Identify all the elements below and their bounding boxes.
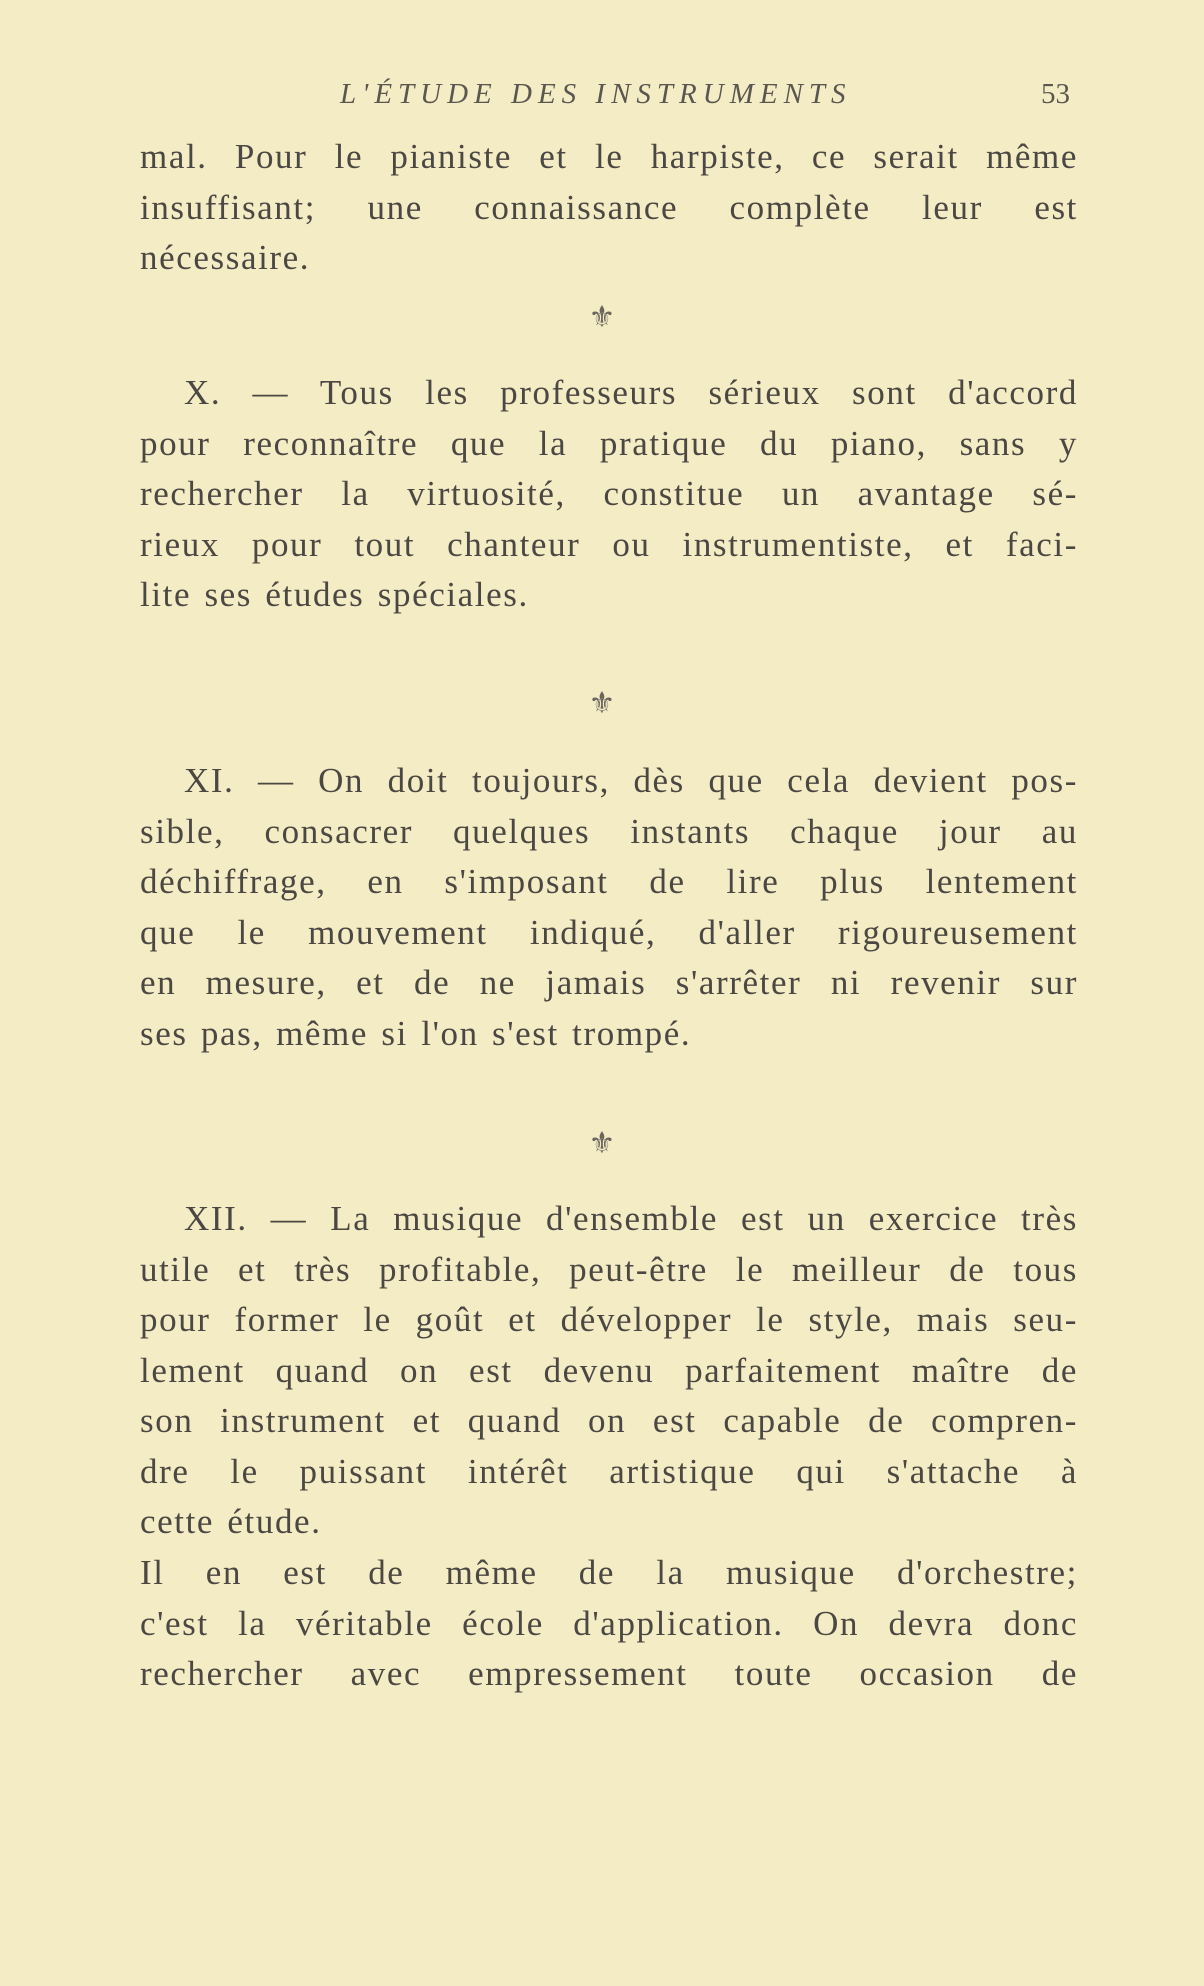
running-title: L'ÉTUDE DES INSTRUMENTS (340, 78, 852, 110)
text-line: sible, consacrer quelques instants chaque jour au (140, 811, 1078, 851)
text-line: XII. — La musique d'ensemble est un exercice très (184, 1199, 1078, 1238)
text-line: déchiffrage, en s'imposant de lire plus lentement (140, 862, 1078, 901)
paragraph-section-xi (140, 756, 1078, 1059)
text-line: insuffisant; une connaissance complète leur est (140, 187, 1078, 227)
text-line: cette étude. (140, 1502, 322, 1541)
text-line: utile et très profitable, peut-être le meilleur de tous (140, 1249, 1078, 1289)
text-line: rechercher la virtuosité, constitue un avantage sé- (140, 474, 1078, 513)
text-line: dre le puissant intérêt artistique qui s'attache à (140, 1451, 1078, 1491)
text-line: rechercher avec empressement toute occasion de (140, 1654, 1078, 1693)
text-line: lite ses études spéciales. (140, 575, 529, 614)
text-line: c'est la véritable école d'application. On devra donc (140, 1603, 1078, 1643)
text-line: X. — Tous les professeurs sérieux sont d'accord (184, 373, 1078, 412)
text-line: pour reconnaître que la pratique du piano, sans y (140, 423, 1078, 463)
text-line: Il en est de même de la musique d'orchestre; (140, 1553, 1078, 1592)
text-line: XI. — On doit toujours, dès que cela devient pos- (184, 761, 1078, 800)
paragraph-section-x (140, 368, 1078, 621)
text-line: ses pas, même si l'on s'est trompé. (140, 1013, 692, 1053)
running-head (0, 78, 1204, 118)
fleuron-ornament-icon: ⚜ (588, 1126, 616, 1161)
text-line: son instrument et quand on est capable de compren- (140, 1401, 1078, 1440)
text-line: en mesure, et de ne jamais s'arrêter ni revenir sur (140, 963, 1078, 1002)
text-line: que le mouvement indiqué, d'aller rigoureusement (140, 912, 1078, 952)
paragraph-section-xii (140, 1194, 1078, 1548)
fleuron-ornament-icon: ⚜ (588, 300, 616, 335)
text-line: lement quand on est devenu parfaitement maître de (140, 1350, 1078, 1390)
text-line: nécessaire. (140, 238, 311, 277)
page-number: 53 (1041, 78, 1070, 110)
text-line: pour former le goût et développer le style, mais seu- (140, 1300, 1078, 1339)
paragraph-orchestra (140, 1548, 1078, 1700)
text-line: rieux pour tout chanteur ou instrumentiste, et faci- (140, 524, 1078, 564)
text-line: mal. Pour le pianiste et le harpiste, ce serait même (140, 137, 1078, 176)
paragraph-continuation (140, 132, 1078, 284)
fleuron-ornament-icon: ⚜ (588, 686, 616, 721)
